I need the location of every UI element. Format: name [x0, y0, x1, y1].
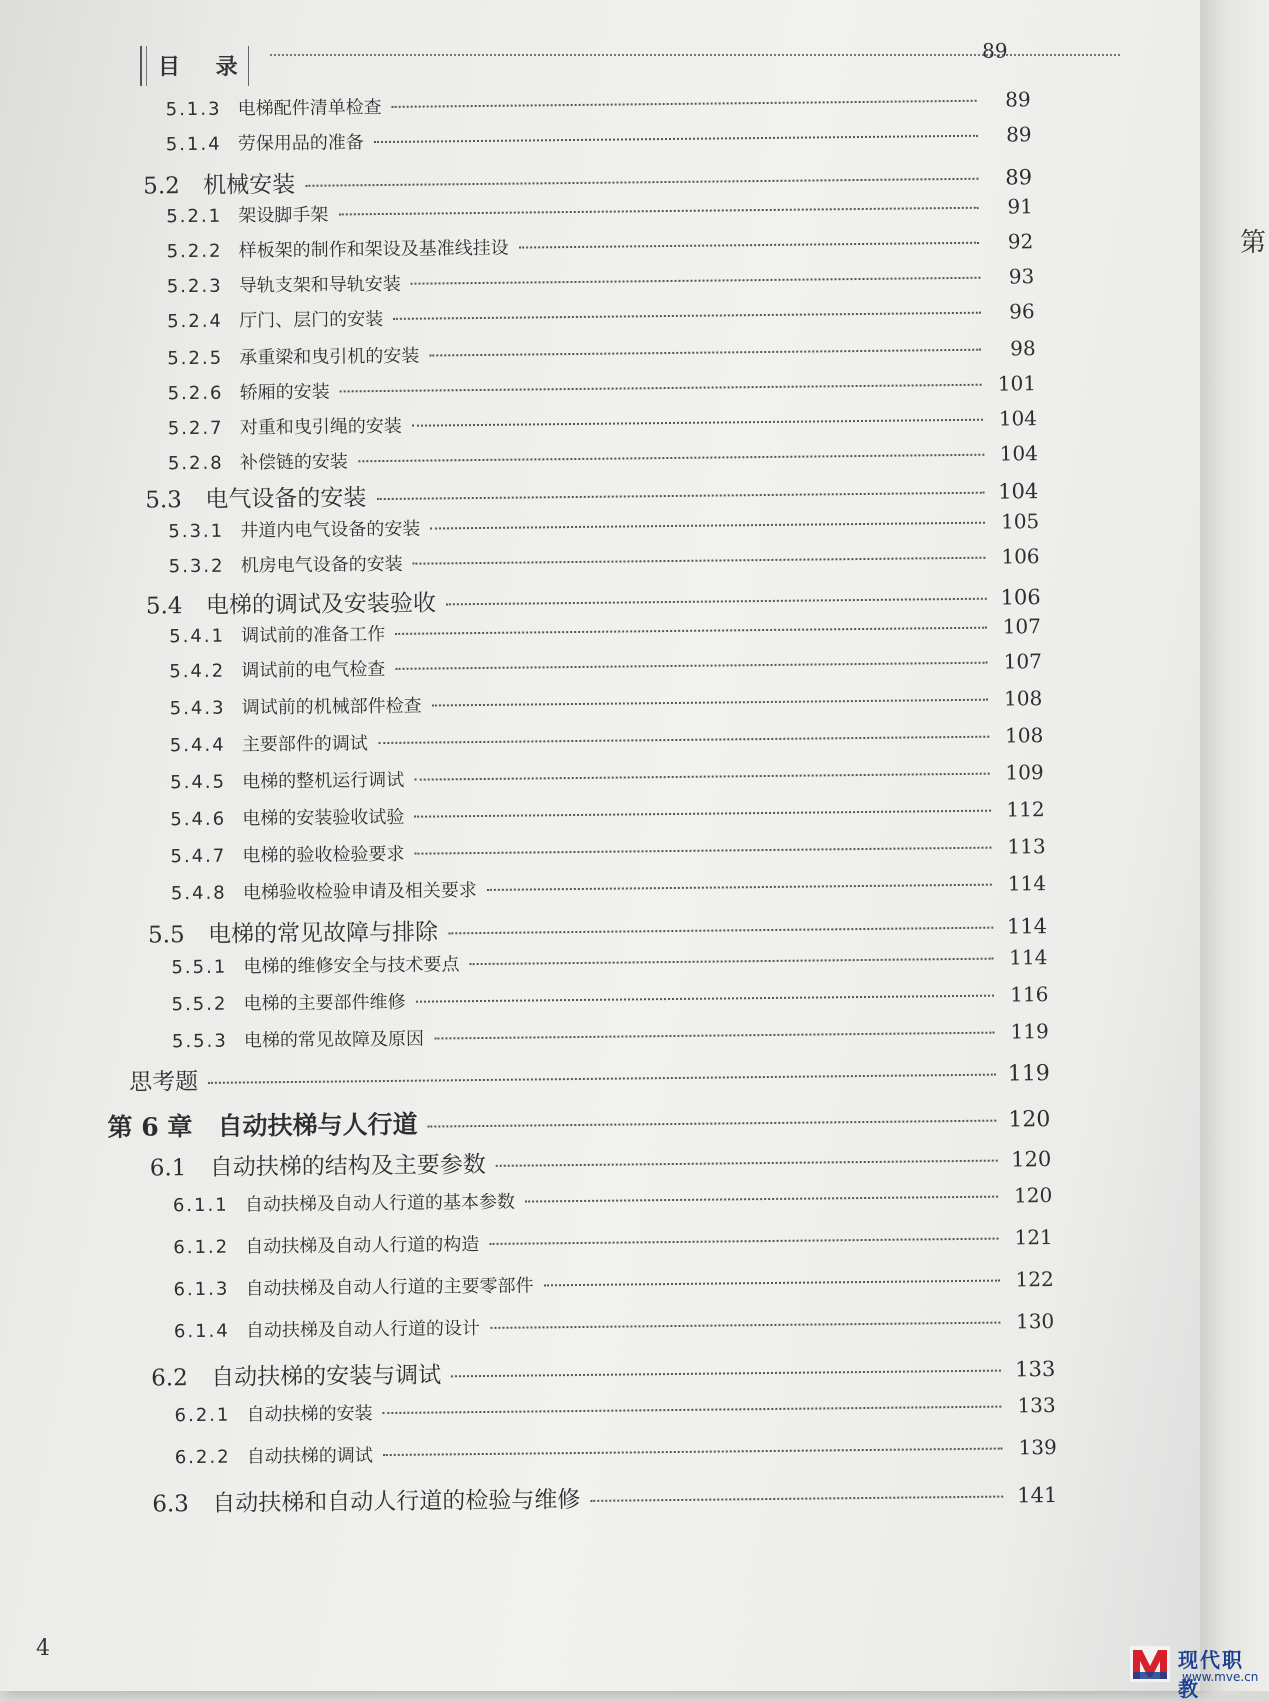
- toc-entry: [166, 86, 1031, 121]
- toc-dot-leader: [383, 1406, 1002, 1414]
- toc-entry-title: 电气设备的安装: [205, 485, 367, 513]
- toc-entry: [171, 981, 1048, 1016]
- toc-entry-number: 5.2: [143, 173, 180, 200]
- toc-entry-number: 5.3: [145, 487, 182, 514]
- toc-entry-page: 120: [1013, 1183, 1053, 1208]
- toc-dot-leader: [469, 958, 993, 965]
- watermark-brand: 现代职教: [1178, 1648, 1244, 1701]
- toc-entry: [170, 796, 1045, 831]
- toc-entry-number: 6.1.3: [173, 1278, 230, 1301]
- toc-entry-title: 井道内电气设备的安装: [240, 518, 421, 542]
- toc-entry-number: 5.5.1: [171, 956, 228, 979]
- toc-entry: [152, 1476, 1057, 1518]
- toc-entry-page: 108: [1003, 686, 1043, 711]
- toc-dot-leader: [374, 135, 978, 143]
- toc-entry-page: 133: [1015, 1357, 1056, 1382]
- toc-entry-number: 5.3.1: [168, 520, 225, 543]
- toc-entry-number: 5.1.3: [165, 98, 222, 121]
- toc-dot-leader: [392, 100, 977, 108]
- toc-entry: [173, 1182, 1053, 1217]
- toc-entry-number: 5.4.5: [170, 771, 227, 794]
- toc-entry-title: 导轨支架和导轨安装: [238, 273, 401, 297]
- toc-entry-page: 91: [1007, 194, 1034, 219]
- toc-entry: [167, 335, 1036, 370]
- toc-entry-number: 5.4.7: [170, 845, 227, 868]
- toc-dot-leader: [414, 810, 990, 818]
- adjacent-page-fragment: 第: [1240, 228, 1267, 258]
- toc-entry-title: 自动扶梯及自动人行道的主要零部件: [245, 1275, 534, 1300]
- toc-dot-leader: [496, 1160, 998, 1167]
- toc-entry-page: 114: [1009, 945, 1048, 970]
- toc-entry-title: 电梯的整机运行调试: [242, 769, 405, 793]
- toc-entry-page: 119: [1010, 1019, 1049, 1044]
- toc-dot-leader: [525, 1196, 998, 1203]
- toc-entry-title: 自动扶梯和自动人行道的检验与维修: [212, 1486, 581, 1517]
- toc-entry-title: 电梯的调试及安装验收: [205, 590, 437, 619]
- toc-entry: [169, 648, 1042, 683]
- toc-entry-title: 电梯的常见故障及原因: [243, 1028, 425, 1052]
- toc-entry-number: 6.1.1: [172, 1194, 229, 1217]
- toc-entry-number: 6.2.2: [174, 1446, 231, 1469]
- toc-dot-leader: [411, 277, 981, 285]
- toc-entry-page: 96: [1009, 299, 1035, 324]
- toc-entry-page: 104: [998, 479, 1039, 504]
- toc-entry-number: 5.2.2: [166, 240, 223, 263]
- toc-entry-page: 122: [1015, 1267, 1054, 1292]
- toc-entry-title: 承重梁和曳引机的安装: [239, 345, 420, 369]
- toc-dot-leader: [358, 454, 984, 463]
- toc-entry-number: 5.2.3: [166, 275, 223, 298]
- toc-entry-number: 5.1.4: [165, 133, 222, 156]
- toc-dot-leader: [430, 522, 985, 530]
- toc-entry-number: 6.2.1: [174, 1404, 231, 1427]
- toc-entry-title: 对重和曳引绳的安装: [239, 415, 402, 439]
- toc-entry-page: 112: [1006, 797, 1045, 822]
- toc-entry: [170, 833, 1045, 868]
- toc-entry-page: 130: [1015, 1309, 1055, 1334]
- toc-entry: [173, 1266, 1054, 1301]
- toc-dot-leader: [451, 1370, 1001, 1378]
- toc-entry-title: 样板架的制作和架设及基准线挂设: [238, 237, 509, 262]
- toc-entry-number: 6.2: [151, 1365, 188, 1392]
- toc-entry-number: 5.2.5: [167, 347, 224, 370]
- mve-logo-icon: [1130, 1646, 1170, 1682]
- toc-entry-number: 5.5.2: [171, 993, 228, 1016]
- toc-dot-leader: [395, 627, 987, 635]
- toc-dot-leader: [414, 773, 989, 781]
- page-number: 4: [36, 1636, 50, 1661]
- toc-entry-number: 5.2.1: [166, 205, 223, 228]
- toc-entry: [168, 370, 1037, 405]
- toc-entry-number: 5.3.2: [168, 555, 225, 578]
- toc-entry-title: 自动扶梯与人行道: [217, 1109, 418, 1141]
- toc-entry-page: 108: [1004, 723, 1044, 748]
- toc-entry-page: 114: [1007, 871, 1047, 896]
- toc-entry-number: 6.1.2: [173, 1236, 230, 1259]
- toc-entry-title: 架设脚手架: [238, 204, 329, 227]
- toc-dot-leader: [340, 384, 982, 393]
- toc-dot-leader: [413, 557, 986, 565]
- toc-entry: [167, 263, 1035, 298]
- toc-entry-title: 自动扶梯的调试: [246, 1445, 373, 1468]
- toc-entry: [151, 1350, 1055, 1392]
- toc-entry-title: 自动扶梯的结构及主要参数: [209, 1151, 486, 1181]
- toc-entry: [175, 1434, 1057, 1469]
- toc-dot-leader: [393, 312, 981, 320]
- toc-dot-leader: [590, 1496, 1003, 1502]
- toc-entry-title: 劳保用品的准备: [237, 132, 364, 155]
- toc-entry-page: 93: [1008, 264, 1035, 289]
- toc-dot-leader: [383, 1448, 1003, 1456]
- toc-entry: [167, 228, 1034, 263]
- toc-entry-title: 电梯验收检验申请及相关要求: [242, 880, 477, 904]
- toc-entry-page: 133: [1017, 1393, 1056, 1418]
- toc-dot-leader: [208, 1074, 996, 1084]
- toc-entry-title: 自动扶梯的安装与调试: [211, 1362, 442, 1391]
- toc-entry-title: 调试前的准备工作: [241, 623, 386, 647]
- toc-entry-title: 思考题: [128, 1068, 199, 1096]
- toc-entry-number: 6.1: [149, 1155, 187, 1182]
- toc-entry: [168, 508, 1039, 543]
- toc-entry-number: 5.5.3: [171, 1030, 228, 1053]
- toc-dot-leader: [434, 1032, 995, 1040]
- toc-entry: [166, 121, 1032, 156]
- header-page-number: 89: [981, 38, 1008, 63]
- toc-entry-page: 105: [1000, 509, 1040, 534]
- toc-entry: [170, 759, 1044, 794]
- toc-dot-leader: [446, 598, 987, 606]
- toc-entry-number: 5.4.2: [169, 660, 226, 683]
- toc-entry-title: 机械安装: [203, 171, 296, 199]
- toc-entry-title: 补偿链的安装: [239, 451, 348, 474]
- toc-entry: [170, 722, 1044, 757]
- toc-dot-leader: [487, 884, 992, 891]
- toc-entry: [148, 907, 1047, 949]
- toc-entry-number: 5.2.4: [167, 310, 224, 333]
- toc-entry-title: 自动扶梯的安装: [246, 1403, 373, 1426]
- toc-entry-page: 89: [1005, 165, 1033, 190]
- toc-entry-number: 5.4.4: [169, 734, 226, 757]
- toc-entry-page: 104: [999, 441, 1039, 466]
- toc-dot-leader: [412, 419, 983, 427]
- toc-entry-page: 141: [1017, 1483, 1058, 1508]
- toc-dot-leader: [378, 736, 989, 744]
- toc-entry-title: 自动扶梯及自动人行道的基本参数: [244, 1191, 515, 1216]
- toc-entry: [145, 472, 1038, 514]
- toc-entry-number: 5.4.8: [170, 882, 227, 905]
- toc-entry-number: 5.2.7: [167, 417, 224, 440]
- toc-entry-page: 104: [998, 406, 1038, 431]
- toc-entry-page: 92: [1007, 229, 1034, 254]
- toc-entry: [129, 1054, 1050, 1097]
- toc-entry-page: 106: [1000, 585, 1041, 610]
- toc-entry-title: 电梯的主要部件维修: [243, 991, 406, 1015]
- toc-entry: [150, 1140, 1052, 1182]
- toc-entry-page: 139: [1018, 1435, 1057, 1460]
- toc-entry-number: 5.4.6: [170, 808, 227, 831]
- toc-entry-number: 5.4: [145, 593, 183, 620]
- toc-entry: [170, 685, 1043, 720]
- toc-entry-page: 89: [1006, 122, 1032, 147]
- toc-entry-page: 107: [1002, 614, 1042, 639]
- toc-dot-leader: [376, 492, 984, 500]
- toc-entry-page: 116: [1010, 982, 1049, 1007]
- toc-entry-title: 调试前的机械部件检查: [241, 695, 422, 719]
- toc-entry: [173, 1224, 1053, 1259]
- toc-entry-title: 机房电气设备的安装: [240, 553, 403, 577]
- toc-entry-page: 119: [1007, 1061, 1050, 1087]
- toc-entry-number: 5.4.3: [169, 697, 226, 720]
- toc-entry: [171, 944, 1047, 979]
- toc-dot-leader: [432, 699, 989, 707]
- toc-entry-page: 113: [1007, 834, 1046, 859]
- toc-entry-page: 89: [1005, 87, 1031, 112]
- toc-entry: [107, 1098, 1050, 1144]
- watermark-url: www.mve.cn: [1182, 1670, 1259, 1684]
- toc-dot-leader: [489, 1238, 998, 1245]
- watermark: [1130, 1646, 1265, 1701]
- toc-entry: [168, 405, 1037, 440]
- toc-entry-page: 98: [1010, 336, 1036, 361]
- toc-entry-title: 自动扶梯及自动人行道的设计: [245, 1318, 481, 1342]
- toc-dot-leader: [428, 1120, 997, 1128]
- toc-dot-leader: [395, 662, 988, 670]
- toc-entry-page: 109: [1005, 760, 1044, 785]
- toc-dot-leader: [338, 207, 979, 216]
- toc-entry-title: 主要部件的调试: [241, 733, 368, 756]
- toc-dot-leader: [416, 995, 995, 1003]
- toc-entry-title: 调试前的电气检查: [241, 658, 386, 682]
- toc-entry-title: 轿厢的安装: [239, 381, 330, 404]
- toc-entry-number: 第 6 章: [107, 1112, 193, 1142]
- toc-entry-title: 电梯的维修安全与技术要点: [243, 954, 460, 978]
- toc-entry-number: 5.4.1: [169, 625, 226, 648]
- toc-entry: [169, 543, 1040, 578]
- toc-entry-page: 106: [1001, 544, 1040, 569]
- toc-entry-title: 电梯配件清单检查: [237, 97, 382, 120]
- toc-entry: [174, 1308, 1055, 1343]
- toc-dot-leader: [490, 1322, 1000, 1329]
- toc-entry-page: 120: [1008, 1107, 1051, 1133]
- toc-entry: [171, 870, 1046, 905]
- toc-entry-title: 电梯的验收检验要求: [242, 843, 405, 867]
- toc-entry-number: 5.2.6: [167, 382, 224, 405]
- header-title: 目 录: [158, 54, 252, 80]
- toc-entry-number: 6.1.4: [173, 1320, 230, 1343]
- toc-entry: [174, 1392, 1055, 1427]
- toc-dot-leader: [448, 927, 993, 935]
- toc-dot-leader: [519, 242, 980, 249]
- toc-dot-leader: [414, 847, 991, 855]
- toc-entry-title: 厅门、层门的安装: [239, 308, 384, 332]
- toc-dot-leader: [544, 1280, 1000, 1287]
- toc-entry-number: 5.2.8: [167, 452, 224, 475]
- toc-dot-leader: [429, 349, 981, 357]
- toc-dot-leader: [305, 178, 978, 187]
- toc-entry-page: 120: [1011, 1147, 1052, 1172]
- toc-entry-number: 5.5: [147, 922, 185, 949]
- toc-entry-page: 107: [1003, 649, 1043, 674]
- toc-entry-number: 6.3: [152, 1491, 189, 1518]
- toc-entry: [172, 1018, 1049, 1053]
- toc-entry-page: 121: [1014, 1225, 1053, 1250]
- toc-entry-page: 101: [997, 371, 1037, 396]
- toc-entry: [168, 440, 1038, 475]
- toc-entry-title: 电梯的常见故障与排除: [207, 919, 439, 948]
- toc-entry-page: 114: [1006, 914, 1048, 939]
- toc-entry-title: 电梯的安装验收试验: [242, 806, 405, 830]
- toc-entry-title: 自动扶梯及自动人行道的构造: [245, 1234, 480, 1258]
- toc-entry: [167, 298, 1035, 333]
